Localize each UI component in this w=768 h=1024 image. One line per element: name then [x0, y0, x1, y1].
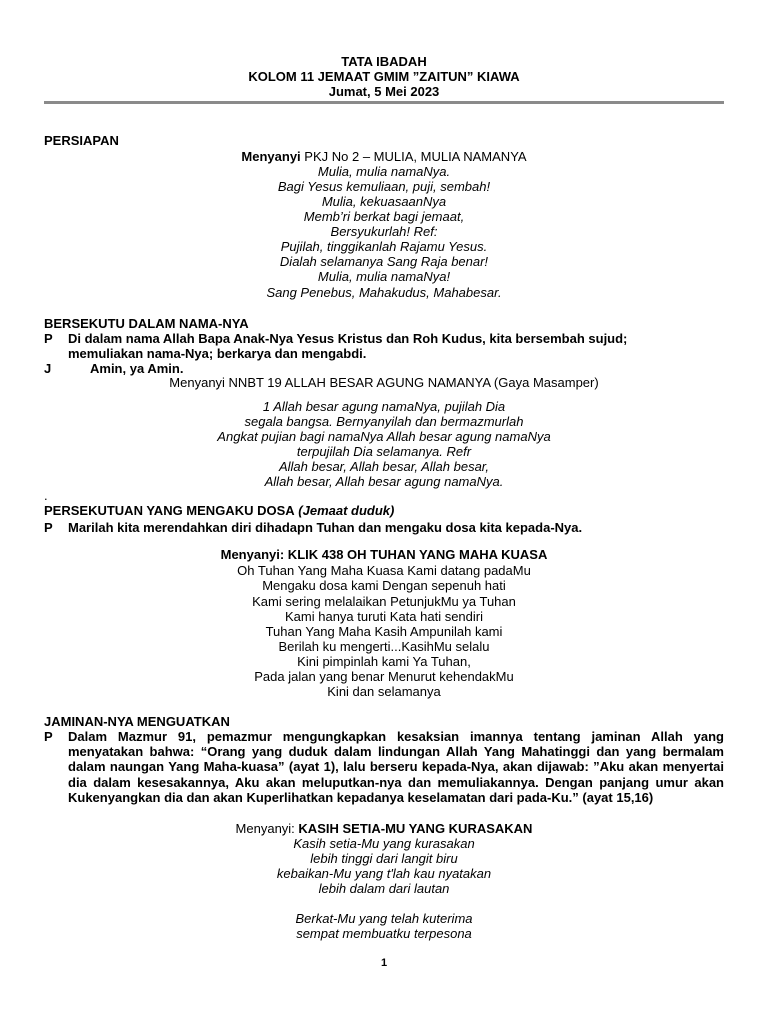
song-line-nnbt19: Menyanyi NNBT 19 ALLAH BESAR AGUNG NAMANYA (Gaya Masamper) [169, 375, 599, 390]
speaker-marker-p: P [44, 729, 53, 744]
lyric-line: Berkat-Mu yang telah kuterima [295, 911, 473, 926]
lyric-line: sempat membuatku terpesona [296, 926, 472, 941]
lyric-line: terpujilah Dia selamanya. Refr [296, 444, 472, 459]
speaker-marker-p: P [44, 520, 53, 535]
lyric-line: Mulia, mulia namaNya. [317, 164, 451, 179]
lyric-line: Oh Tuhan Yang Maha Kuasa Kami datang padaMu [237, 563, 531, 578]
stray-dot: . [44, 488, 48, 503]
lyric-line: segala bangsa. Bernyanyilah dan bermazmurlah [244, 414, 524, 429]
lyric-line: Mulia, kekuasaanNya [321, 194, 447, 209]
lyric-line: Kami sering melalaikan PetunjukMu ya Tuhan [252, 594, 516, 609]
lyric-line: Tuhan Yang Maha Kasih Ampunilah kami [265, 624, 503, 639]
lyric-line: Sang Penebus, Mahakudus, Mahabesar. [266, 285, 502, 300]
lyric-line: Allah besar, Allah besar agung namaNya. [264, 474, 504, 489]
lyric-line: Kini dan selamanya [327, 684, 441, 699]
song-line-klik438: Menyanyi: KLIK 438 OH TUHAN YANG MAHA KUASA [220, 547, 548, 562]
section-heading-bersekutu: BERSEKUTU DALAM NAMA-NYA [44, 316, 249, 331]
song-prefix: Menyanyi: [235, 821, 295, 836]
song-title: PKJ No 2 – MULIA, MULIA NAMANYA [304, 149, 527, 164]
lyric-line: Pujilah, tinggikanlah Rajamu Yesus. [280, 239, 488, 254]
liturgy-text: Marilah kita merendahkan diri dihadapn Tuhan dan mengaku dosa kita kepada-Nya. [68, 520, 583, 535]
lyric-line: lebih tinggi dari langit biru [310, 851, 458, 866]
lyric-line: Allah besar, Allah besar, Allah besar, [278, 459, 490, 474]
heading-text: PERSEKUTUAN YANG MENGAKU DOSA [44, 503, 295, 518]
speaker-marker-j: J [44, 361, 52, 376]
liturgy-text: memuliakan nama-Nya; berkarya dan mengabdi. [68, 346, 367, 361]
song-line-pkj2 [0, 149, 768, 164]
section-heading-persekutuan [44, 503, 394, 518]
page-number: 1 [380, 957, 388, 969]
lyric-line: Bersyukurlah! Ref: [330, 224, 438, 239]
document-subtitle: KOLOM 11 JEMAAT GMIM ”ZAITUN” KIAWA [248, 69, 520, 84]
speaker-marker-p: P [44, 331, 53, 346]
liturgy-paragraph: Dalam Mazmur 91, pemazmur mengungkapkan kesaksian imannya tentang jaminan Allah yang menyatakan bahwa: “Orang yang duduk dalam lindungan Allah Yang Mahatinggi dan yang bermalam dalam naungan Yang Maha-kuasa” (ayat 1), lalu berseru kepada-Nya, akan dijawab: ”Aku akan menyertai dia dalam kesesakannya, Aku akan meluputkan-nya dan memuliakannya. Dengan panjang umur akan Kukenyangkan dia dan akan Kuperlihatkan kepadanya keselamatan dari pada-Ku.” (ayat 15,16) [68, 729, 724, 805]
lyric-line: Kini pimpinlah kami Ya Tuhan, [297, 654, 471, 669]
lyric-line: Mengaku dosa kami Dengan sepenuh hati [262, 578, 506, 593]
lyric-line: Berilah ku mengerti...KasihMu selalu [278, 639, 490, 654]
document-date: Jumat, 5 Mei 2023 [328, 84, 440, 99]
song-prefix: Menyanyi [241, 149, 301, 164]
response-text: Amin, ya Amin. [90, 361, 184, 376]
heading-note: (Jemaat duduk) [298, 503, 395, 518]
lyric-line: Memb’ri berkat bagi jemaat, [303, 209, 465, 224]
section-heading-persiapan: PERSIAPAN [44, 133, 119, 148]
liturgy-text: Di dalam nama Allah Bapa Anak-Nya Yesus Kristus dan Roh Kudus, kita bersembah sujud; [68, 331, 628, 346]
lyric-line: kebaikan-Mu yang t'lah kau nyatakan [276, 866, 492, 881]
lyric-line: Dialah selamanya Sang Raja benar! [279, 254, 489, 269]
lyric-line: Pada jalan yang benar Menurut kehendakMu [254, 669, 514, 684]
lyric-line: lebih dalam dari lautan [318, 881, 450, 896]
lyric-line: 1 Allah besar agung namaNya, pujilah Dia [262, 399, 506, 414]
lyric-line: Kami hanya turuti Kata hati sendiri [285, 609, 483, 624]
lyric-line: Kasih setia-Mu yang kurasakan [293, 836, 475, 851]
section-heading-jaminan: JAMINAN-NYA MENGUATKAN [44, 714, 230, 729]
song-line-kasih-setia [0, 821, 768, 836]
lyric-line: Angkat pujian bagi namaNya Allah besar agung namaNya [217, 429, 551, 444]
song-title: KASIH SETIA-MU YANG KURASAKAN [298, 821, 533, 836]
header-divider [44, 101, 724, 104]
lyric-line: Mulia, mulia namaNya! [317, 269, 451, 284]
lyric-line: Bagi Yesus kemuliaan, puji, sembah! [277, 179, 491, 194]
document-title: TATA IBADAH [341, 54, 427, 69]
